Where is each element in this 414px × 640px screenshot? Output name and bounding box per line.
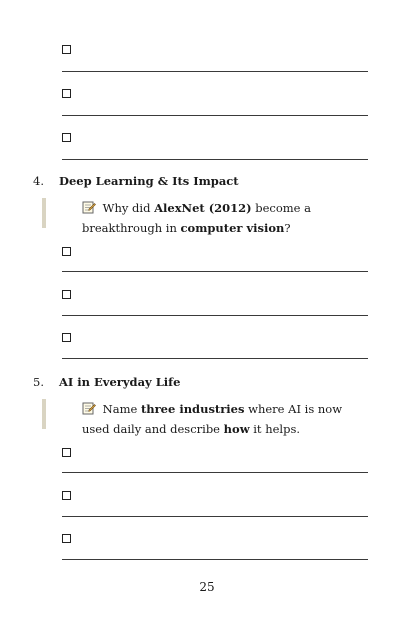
answer-checkbox[interactable] xyxy=(62,448,71,457)
prompt-emphasis: computer vision xyxy=(180,221,285,235)
answer-checkbox[interactable] xyxy=(62,89,71,98)
answer-line[interactable] xyxy=(62,71,368,72)
prompt-text-run: it helps. xyxy=(249,422,301,436)
answer-line[interactable] xyxy=(62,472,368,473)
quote-bar xyxy=(42,399,46,429)
quote-bar xyxy=(42,198,46,228)
prompt-text-run: where AI is now used daily and describe xyxy=(82,402,343,436)
prompt-text xyxy=(82,201,311,235)
prompt-text-run: ? xyxy=(284,221,291,235)
section-heading xyxy=(33,174,239,188)
question-prompt xyxy=(82,198,372,238)
prompt-text-run: become a breakthrough in xyxy=(82,201,312,235)
answer-checkbox[interactable] xyxy=(62,133,71,142)
answer-checkbox[interactable] xyxy=(62,333,71,342)
prompt-text-run: Why did xyxy=(99,201,155,215)
prompt-emphasis: three industries xyxy=(140,402,245,416)
section-title: Deep Learning & Its Impact xyxy=(59,174,239,188)
section-heading xyxy=(33,375,180,389)
prompt-emphasis: AlexNet (2012) xyxy=(154,201,252,215)
answer-checkbox[interactable] xyxy=(62,290,71,299)
answer-line[interactable] xyxy=(62,559,368,560)
answer-line[interactable] xyxy=(62,358,368,359)
answer-checkbox[interactable] xyxy=(62,491,71,500)
answer-line[interactable] xyxy=(62,516,368,517)
answer-checkbox[interactable] xyxy=(62,247,71,256)
page-number: 25 xyxy=(199,580,215,594)
answer-checkbox[interactable] xyxy=(62,45,71,54)
question-prompt xyxy=(82,399,372,439)
answer-line[interactable] xyxy=(62,315,368,316)
section-title: AI in Everyday Life xyxy=(59,375,181,389)
memo-icon xyxy=(82,401,96,415)
section-number: 5. xyxy=(33,375,44,389)
memo-icon xyxy=(82,200,96,214)
prompt-text xyxy=(82,402,342,436)
prompt-text-run: Name xyxy=(99,402,141,416)
section-number: 4. xyxy=(33,174,44,188)
answer-line[interactable] xyxy=(62,115,368,116)
answer-line[interactable] xyxy=(62,271,368,272)
answer-checkbox[interactable] xyxy=(62,534,71,543)
prompt-emphasis: how xyxy=(223,422,250,436)
answer-line[interactable] xyxy=(62,159,368,160)
